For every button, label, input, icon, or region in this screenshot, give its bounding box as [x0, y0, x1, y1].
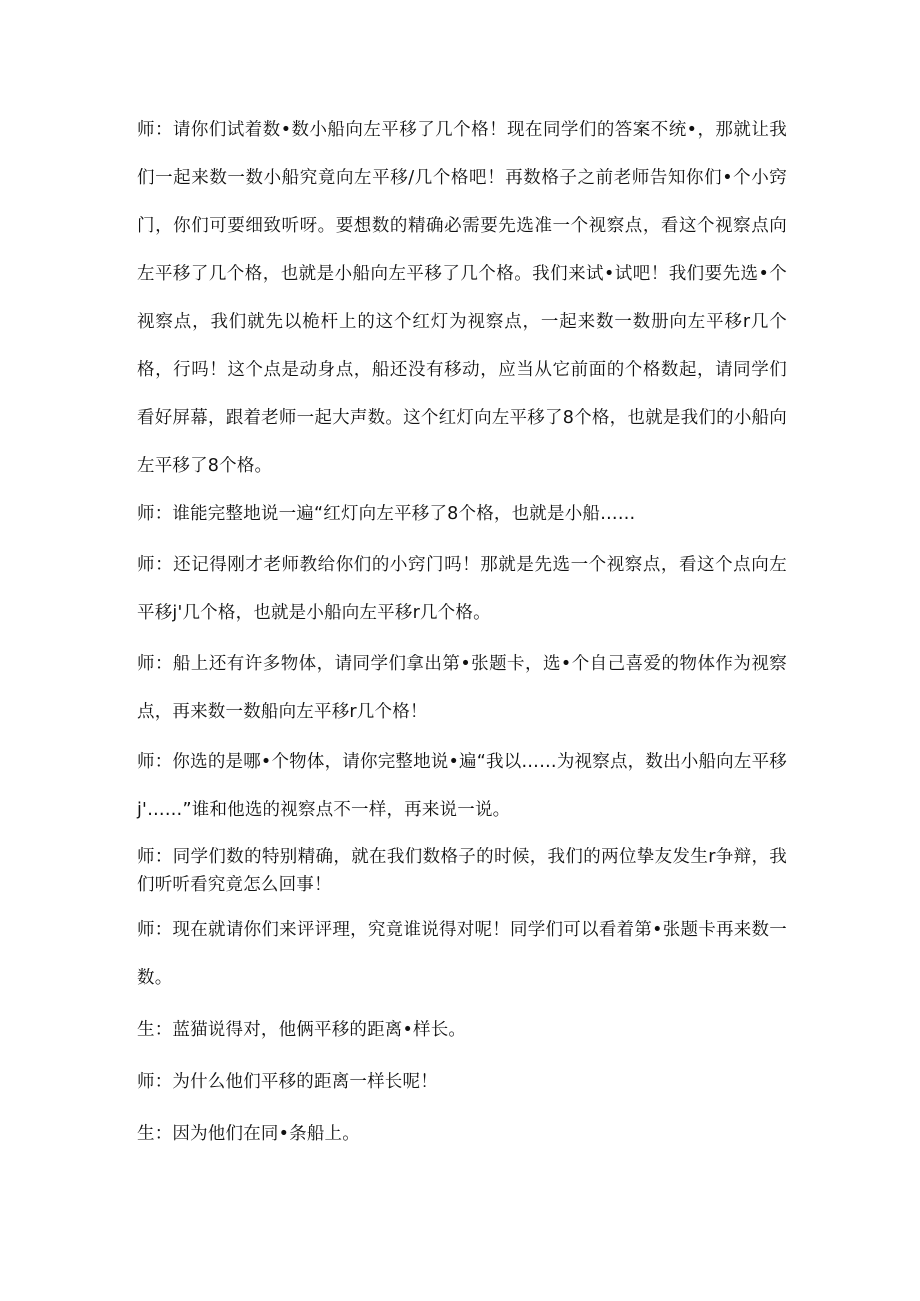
paragraph-student-same-boat: 生：因为他们在同•条船上。 — [137, 1124, 360, 1144]
paragraph-teacher-complete-sentence: 师：谁能完整地说一遍“红灯向左平移了8个格，也就是小船…… — [137, 504, 636, 524]
paragraph-student-blue-cat: 生：蓝猫说得对，他俩平移的距离•样长。 — [137, 1020, 467, 1040]
paragraph-teacher-why-same: 师：为什么他们平移的距离一样长呢！ — [137, 1072, 438, 1092]
paragraph-teacher-remember-tip: 师：还记得刚才老师教给你们的小窍门吗！那就是先选一个视察点，看这个点向左平移j'几个格，也就是小船向左平移r几个格。 — [137, 555, 787, 623]
paragraph-teacher-which-object: 师：你选的是哪•个物体，请你完整地说•遍“我以……为视察点，数出小船向左平移j'……”谁和他选的视察点不一样，再来说一说。 — [137, 752, 787, 820]
paragraph-teacher-choose-object: 师：船上还有许多物体，请同学们拿出第•张题卡，选•个自己喜爱的物体作为视察点，再来数一数船向左平移r几个格！ — [137, 654, 787, 722]
paragraph-teacher-count-boat: 师：请你们试着数•数小船向左平移了几个格！现在同学们的答案不统•，那就让我们一起来数一数小船究竟向左平移/几个格吧！再数格子之前老师告知你们•个小窍门，你们可要细致听呀。要想数的精确必需要先选准一个视察点，看这个视察点向左平移了几个格，也就是小船向左平移了几个格。我们来试•试吧！我们要先选•个视察点，我们就先以桅杆上的这个红灯为视察点，一起来数一数册向左平移r几个格，行吗！这个点是动身点，船还没有移动，应当从它前面的个格数起，请同学们看好屏幕，跟着老师一起大声数。这个红灯向左平移了8个格，也就是我们的小船向左平移了8个格。 — [137, 120, 787, 476]
paragraph-teacher-judge: 师：现在就请你们来评评理，究竟谁说得对呢！同学们可以看着第•张题卡再来数一数。 — [137, 920, 787, 988]
paragraph-teacher-friends-argue: 师：同学们数的特别精确，就在我们数格子的时候，我们的两位挚友发生r争辩，我们听听看究竟怎么回事！ — [137, 847, 787, 895]
